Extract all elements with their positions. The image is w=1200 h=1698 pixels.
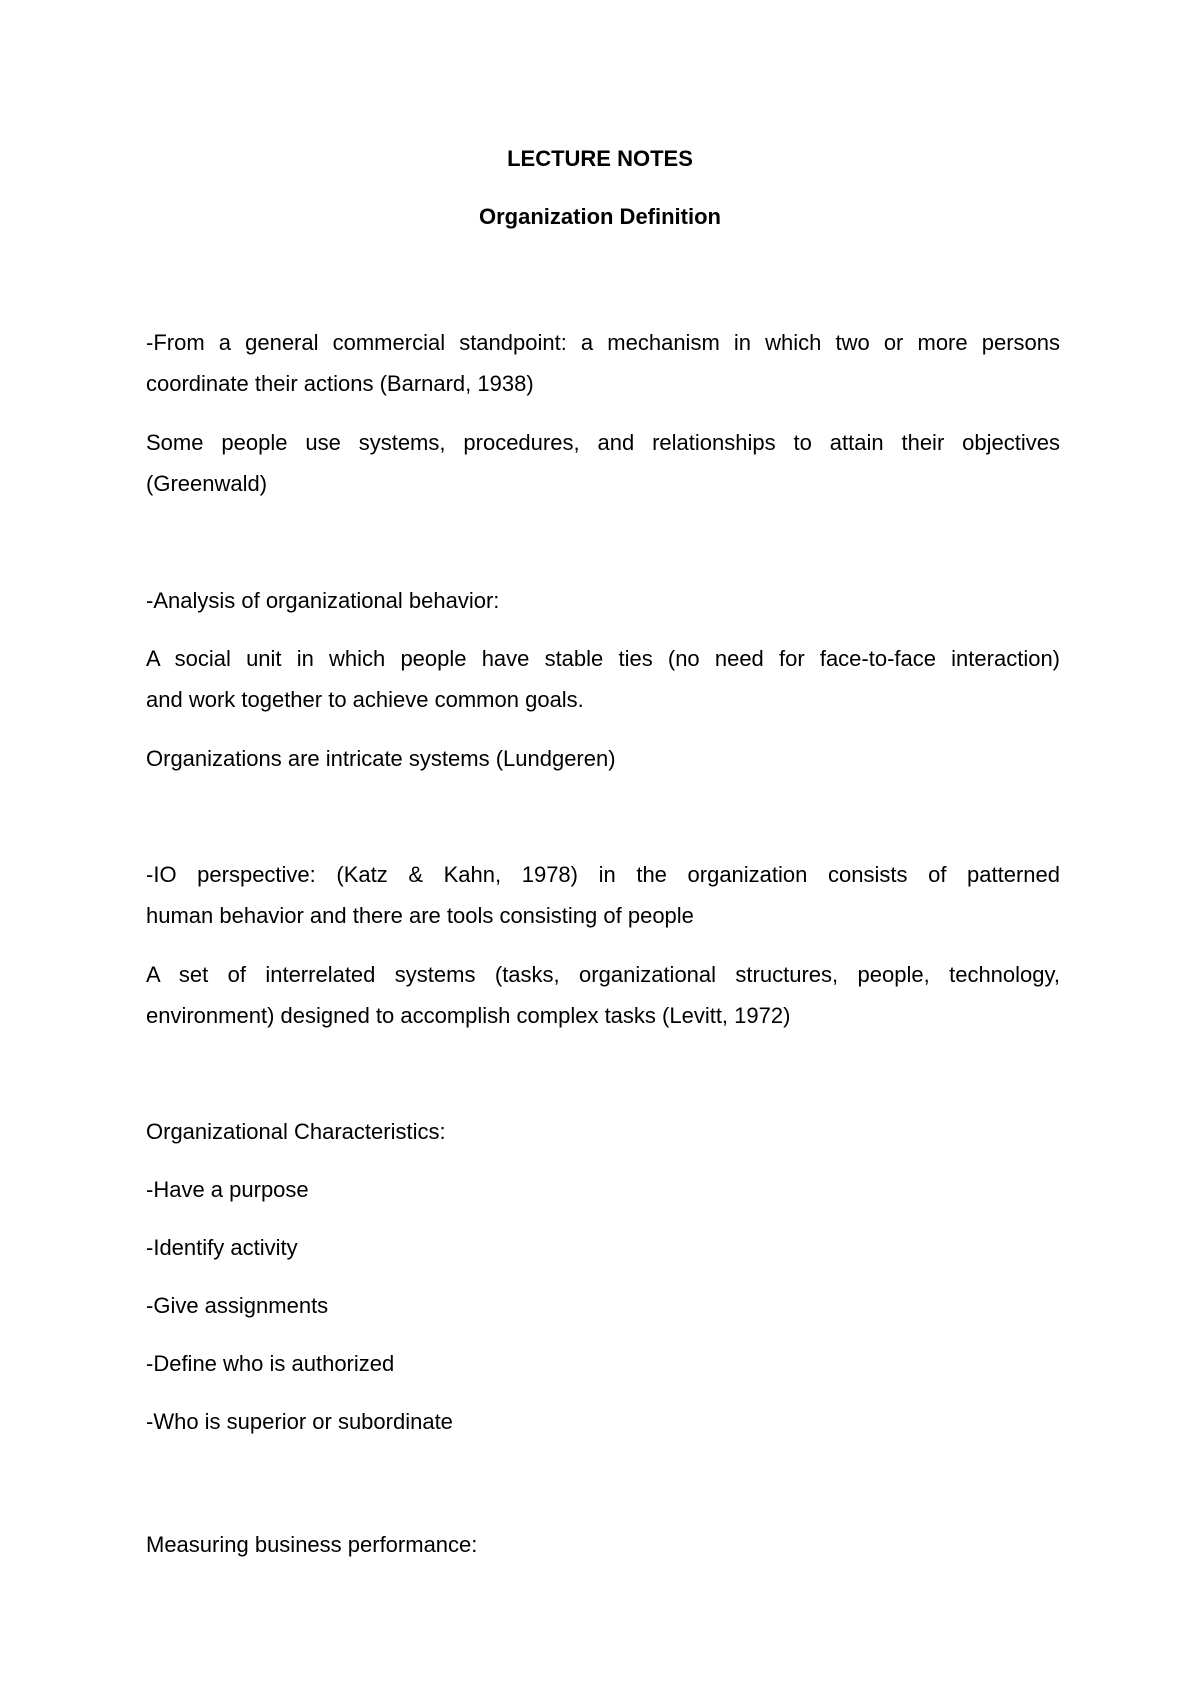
io-paragraph-2-line-2: environment) designed to accomplish complex tasks (Levitt, 1972): [146, 1003, 791, 1028]
characteristics-item: -Have a purpose: [146, 1177, 309, 1202]
io-paragraph-1-line-1: -IO perspective: (Katz & Kahn, 1978) in the organization consists of patterned: [146, 862, 1060, 887]
characteristics-item: -Identify activity: [146, 1235, 298, 1260]
document-title: LECTURE NOTES: [507, 146, 693, 171]
general-paragraph-2-line-2: (Greenwald): [146, 471, 268, 496]
general-paragraph-1-line-1: -From a general commercial standpoint: a mechanism in which two or more persons: [146, 330, 1060, 355]
general-paragraph-1-line-2: coordinate their actions (Barnard, 1938): [146, 371, 534, 396]
characteristics-item: -Who is superior or subordinate: [146, 1409, 453, 1434]
general-paragraph-2-line-1: Some people use systems, procedures, and relationships to attain their objectives: [146, 430, 1060, 455]
behavior-paragraph-1-line-1: A social unit in which people have stable ties (no need for face-to-face interaction): [146, 646, 1060, 671]
behavior-paragraph-2: Organizations are intricate systems (Lundgeren): [146, 746, 616, 771]
characteristics-item: -Give assignments: [146, 1293, 329, 1318]
behavior-heading: -Analysis of organizational behavior:: [146, 588, 500, 613]
io-paragraph-2-line-1: A set of interrelated systems (tasks, organizational structures, people, technology,: [146, 962, 1060, 987]
document-subtitle: Organization Definition: [479, 204, 721, 229]
performance-heading: Measuring business performance:: [146, 1532, 478, 1557]
io-paragraph-1-line-2: human behavior and there are tools consisting of people: [146, 903, 694, 928]
behavior-paragraph-1-line-2: and work together to achieve common goals.: [146, 687, 584, 712]
characteristics-heading: Organizational Characteristics:: [146, 1119, 446, 1144]
characteristics-item: -Define who is authorized: [146, 1351, 395, 1376]
